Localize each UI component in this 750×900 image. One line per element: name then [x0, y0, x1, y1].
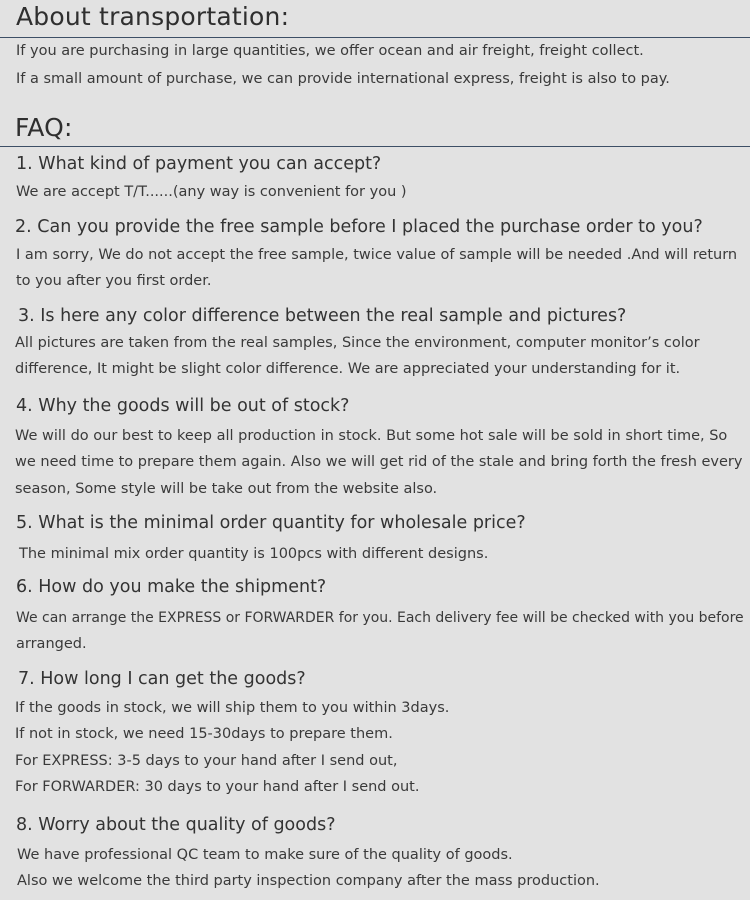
faq-question: 3. Is here any color difference between the real sample and pictures? [18, 306, 627, 326]
faq-answer-line: arranged. [16, 636, 87, 652]
faq-question: 1. What kind of payment you can accept? [16, 154, 382, 174]
faq-answer-line: For FORWARDER: 30 days to your hand after I send out. [15, 779, 420, 795]
faq-question: 8. Worry about the quality of goods? [16, 815, 336, 835]
faq-question: 2. Can you provide the free sample before I placed the purchase order to you? [15, 217, 703, 237]
faq-answer-line: to you after you first order. [16, 273, 212, 289]
faq-answer-line: We will do our best to keep all production in stock. But some hot sale will be sold in short time, So [15, 428, 728, 444]
transport-heading: About transportation: [16, 2, 290, 31]
faq-answer-line: Also we welcome the third party inspection company after the mass production. [17, 873, 600, 889]
faq-answer-line: season, Some style will be take out from the website also. [15, 481, 438, 497]
transport-line: If a small amount of purchase, we can provide international express, freight is also to pay. [16, 71, 670, 87]
faq-question: 6. How do you make the shipment? [16, 577, 327, 597]
faq-question: 5. What is the minimal order quantity for wholesale price? [16, 513, 526, 533]
transport-line: If you are purchasing in large quantities, we offer ocean and air freight, freight collect. [16, 43, 644, 59]
faq-question: 7. How long I can get the goods? [18, 669, 306, 689]
faq-answer-line: We have professional QC team to make sure of the quality of goods. [17, 847, 513, 863]
faq-answer-line: For EXPRESS: 3-5 days to your hand after I send out, [15, 753, 398, 769]
faq-answer-line: All pictures are taken from the real samples, Since the environment, computer monitor’s color [15, 335, 700, 351]
faq-question: 4. Why the goods will be out of stock? [16, 396, 350, 416]
faq-answer-line: We can arrange the EXPRESS or FORWARDER for you. Each delivery fee will be checked with you before [16, 610, 744, 626]
faq-divider [0, 146, 750, 147]
faq-heading: FAQ: [15, 113, 73, 142]
faq-answer-line: We are accept T/T......(any way is convenient for you ) [16, 184, 407, 200]
faq-answer-line: If not in stock, we need 15-30days to prepare them. [15, 726, 393, 742]
faq-answer-line: I am sorry, We do not accept the free sample, twice value of sample will be needed .And will return [16, 247, 738, 263]
faq-answer-line: If the goods in stock, we will ship them to you within 3days. [15, 700, 450, 716]
faq-answer-line: The minimal mix order quantity is 100pcs with different designs. [19, 546, 489, 562]
faq-answer-line: difference, It might be slight color difference. We are appreciated your understanding for it. [15, 361, 681, 377]
faq-answer-line: we need time to prepare them again. Also we will get rid of the stale and bring forth the fresh every [15, 454, 743, 470]
transport-divider [0, 37, 750, 38]
